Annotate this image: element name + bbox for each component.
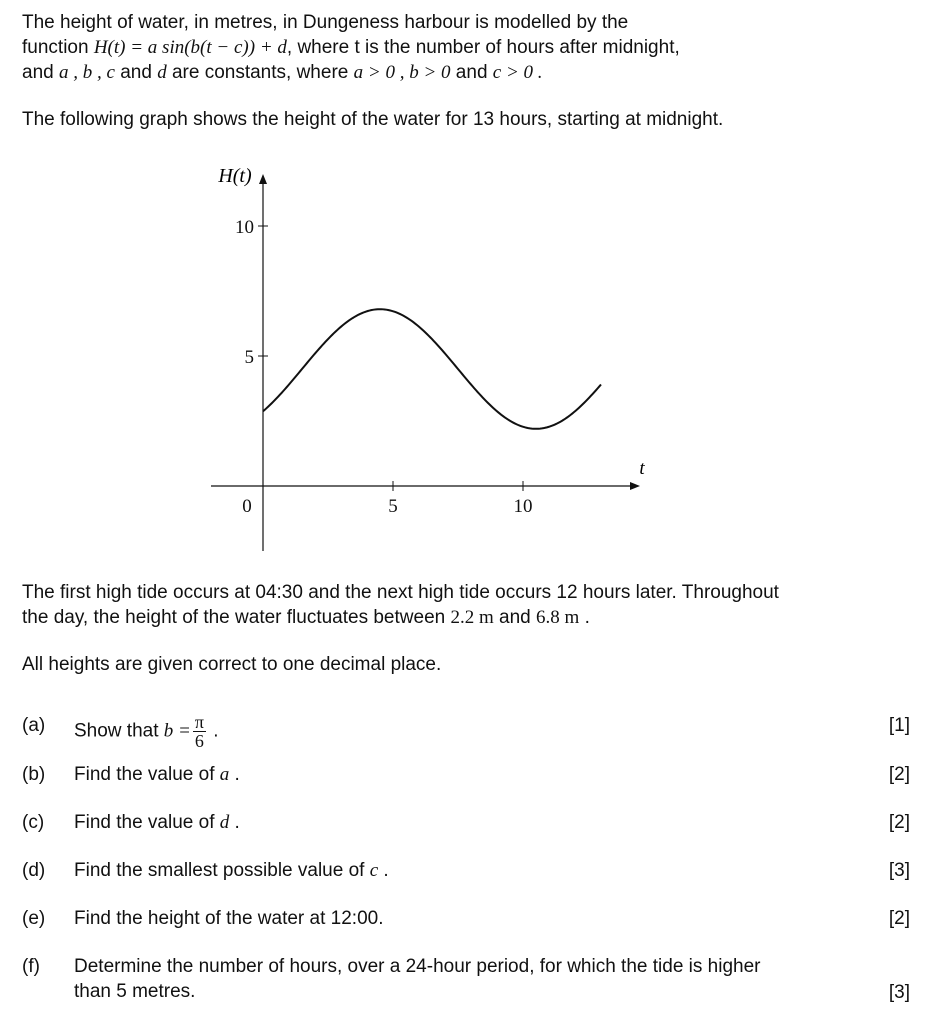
question-a: (a) Show that b = $\frac{\pi}{6}$ . [1] [22,712,910,751]
question-d: (d) Find the smallest possible value of c . [3] [22,858,910,884]
marks: [2] [888,812,910,833]
y-axis-arrow [259,174,267,184]
marks: [3] [888,860,910,881]
marks: [1] [888,715,910,736]
precision-note: All heights are given correct to one decimal place. [22,654,442,675]
marks: [3] [888,982,910,1003]
pi-over-six: $\frac{\pi}{6}$ [194,712,204,751]
x-axis-label: t [639,458,645,479]
y-tick-label: 5 [244,347,254,368]
axes [211,174,640,551]
marks: [2] [888,908,910,929]
intro-line-3: and a , b , c and d are constants, where a > 0 , b > 0 and c > 0 . [22,62,543,83]
x-axis-arrow [630,482,640,490]
ticks [235,217,533,517]
tide-graph [195,150,665,555]
model-formula: H(t) = a sin(b(t − c)) + d [93,37,287,58]
marks: [2] [888,764,910,785]
question-e: (e) Find the height of the water at 12:00. [2] [22,906,910,932]
min-height: 2.2 m [450,607,494,628]
height-curve [263,309,601,429]
context-paragraph [22,580,779,630]
intro-line-2: function H(t) = a sin(b(t − c)) + d, where t is the number of hours after midnight, [22,37,680,58]
question-b: (b) Find the value of a . [2] [22,762,910,788]
question-f: (f) Determine the number of hours, over a 24-hour period, for which the tide is higher than 5 metres. [3] [22,954,910,1006]
max-height: 6.8 m [536,607,580,628]
intro-paragraph [22,10,680,85]
context-line-1: The first high tide occurs at 04:30 and the next high tide occurs 12 hours later. Throughout [22,582,779,603]
graph-caption: The following graph shows the height of the water for 13 hours, starting at midnight. [22,109,724,130]
intro-line-1: The height of water, in metres, in Dungeness harbour is modelled by the [22,12,629,33]
y-axis-label: H(t) [218,165,252,187]
context-line-2: the day, the height of the water fluctuates between 2.2 m and 6.8 m . [22,607,590,628]
y-tick-label: 10 [235,217,254,238]
question-c: (c) Find the value of d . [2] [22,810,910,836]
x-tick-label: 0 [242,496,252,517]
x-tick-label: 10 [513,496,533,517]
x-tick-label: 5 [388,496,398,517]
